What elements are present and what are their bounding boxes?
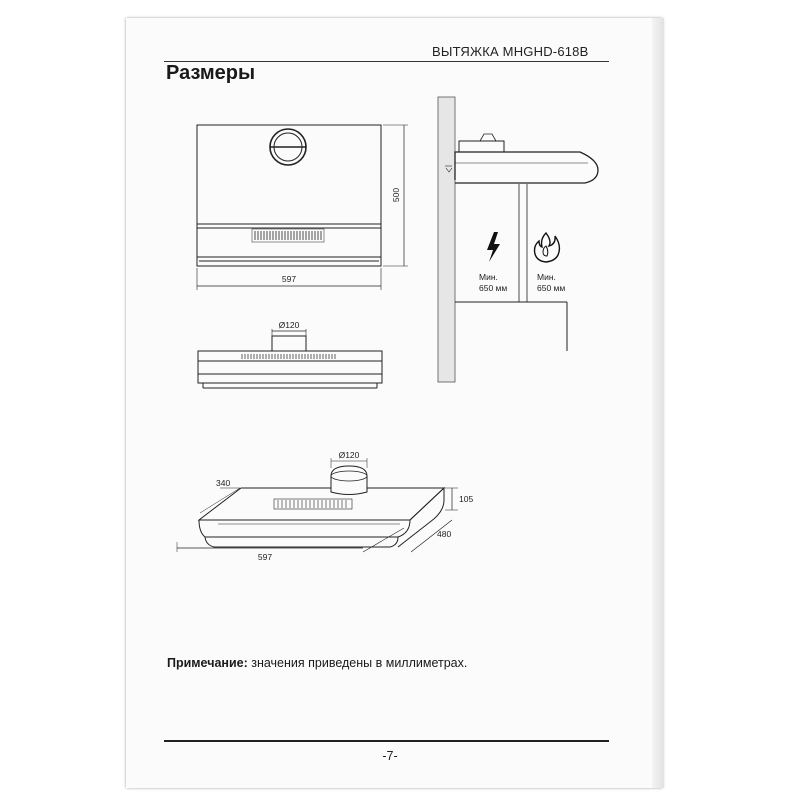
gas-min-label: Мин. bbox=[537, 272, 556, 282]
front-width-label: 597 bbox=[281, 274, 297, 284]
gas-650-label: 650 мм bbox=[537, 283, 566, 293]
top-duct bbox=[272, 336, 306, 351]
persp-duct-label: Ø120 bbox=[338, 450, 360, 460]
note-text: значения приведены в миллиметрах. bbox=[247, 656, 468, 670]
note-label: Примечание: bbox=[167, 656, 248, 670]
front-view bbox=[197, 125, 408, 290]
note bbox=[167, 656, 467, 670]
side-view bbox=[438, 97, 598, 382]
wall bbox=[438, 97, 455, 382]
page-title: Размеры bbox=[166, 62, 256, 84]
page-number: -7- bbox=[382, 749, 398, 763]
electric-min-label: Мин. bbox=[479, 272, 498, 282]
front-body bbox=[197, 125, 381, 266]
persp-width-label: 597 bbox=[257, 552, 273, 562]
header-model: ВЫТЯЖКА MHGHD-618B bbox=[432, 44, 589, 59]
persp-duct bbox=[331, 466, 367, 495]
top-view bbox=[198, 329, 382, 388]
perspective-view bbox=[177, 458, 458, 552]
side-hood bbox=[455, 152, 598, 183]
persp-height-label: 105 bbox=[459, 494, 474, 504]
persp-depth-inner-label: 340 bbox=[216, 478, 231, 488]
electric-650-label: 650 мм bbox=[479, 283, 508, 293]
top-duct-label: Ø120 bbox=[278, 320, 300, 330]
side-duct bbox=[459, 141, 504, 152]
persp-depth-label: 480 bbox=[437, 529, 452, 539]
persp-top bbox=[199, 488, 444, 520]
footer-rule bbox=[164, 740, 609, 742]
top-vent-slots bbox=[242, 354, 335, 359]
front-height-label: 500 bbox=[391, 187, 401, 203]
lightning-icon bbox=[487, 232, 500, 262]
front-vent-slots bbox=[255, 231, 321, 240]
